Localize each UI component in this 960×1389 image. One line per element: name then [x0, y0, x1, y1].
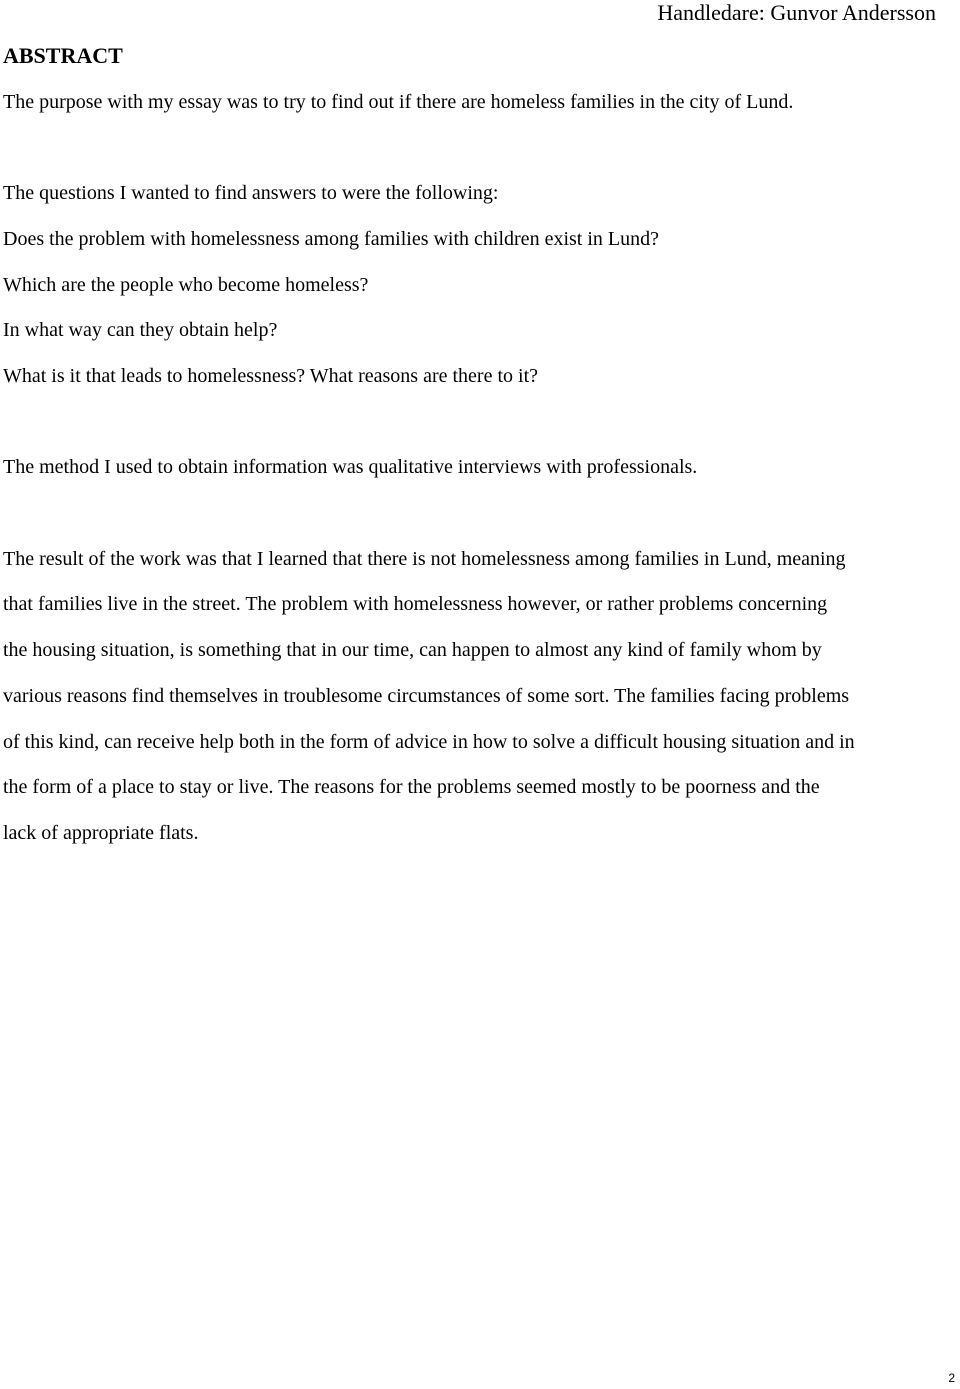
- result-line: the housing situation, is something that in our time, can happen to almost any kind of family whom by: [3, 639, 822, 661]
- result-line: the form of a place to stay or live. The reasons for the problems seemed mostly to be poorness and the: [3, 776, 820, 798]
- supervisor-line: Handledare: Gunvor Andersson: [657, 0, 936, 25]
- question-line: Which are the people who become homeless?: [3, 274, 369, 296]
- result-line: of this kind, can receive help both in the form of advice in how to solve a difficult housing situation and in: [3, 731, 855, 753]
- questions-intro: The questions I wanted to find answers to were the following:: [3, 182, 499, 204]
- result-line: lack of appropriate flats.: [3, 822, 199, 844]
- result-line: The result of the work was that I learned that there is not homelessness among families in Lund, meaning: [3, 548, 846, 570]
- result-line: various reasons find themselves in troublesome circumstances of some sort. The families facing problems: [3, 685, 850, 707]
- purpose-paragraph: The purpose with my essay was to try to find out if there are homeless families in the city of Lund.: [3, 91, 794, 113]
- abstract-heading: ABSTRACT: [3, 43, 123, 68]
- method-paragraph: The method I used to obtain information was qualitative interviews with professionals.: [3, 456, 698, 478]
- question-line: In what way can they obtain help?: [3, 319, 278, 341]
- result-line: that families live in the street. The problem with homelessness however, or rather problems concerning: [3, 593, 828, 615]
- question-line: Does the problem with homelessness among families with children exist in Lund?: [3, 228, 659, 250]
- page-number: 2: [948, 1371, 955, 1385]
- question-line: What is it that leads to homelessness? What reasons are there to it?: [3, 365, 539, 387]
